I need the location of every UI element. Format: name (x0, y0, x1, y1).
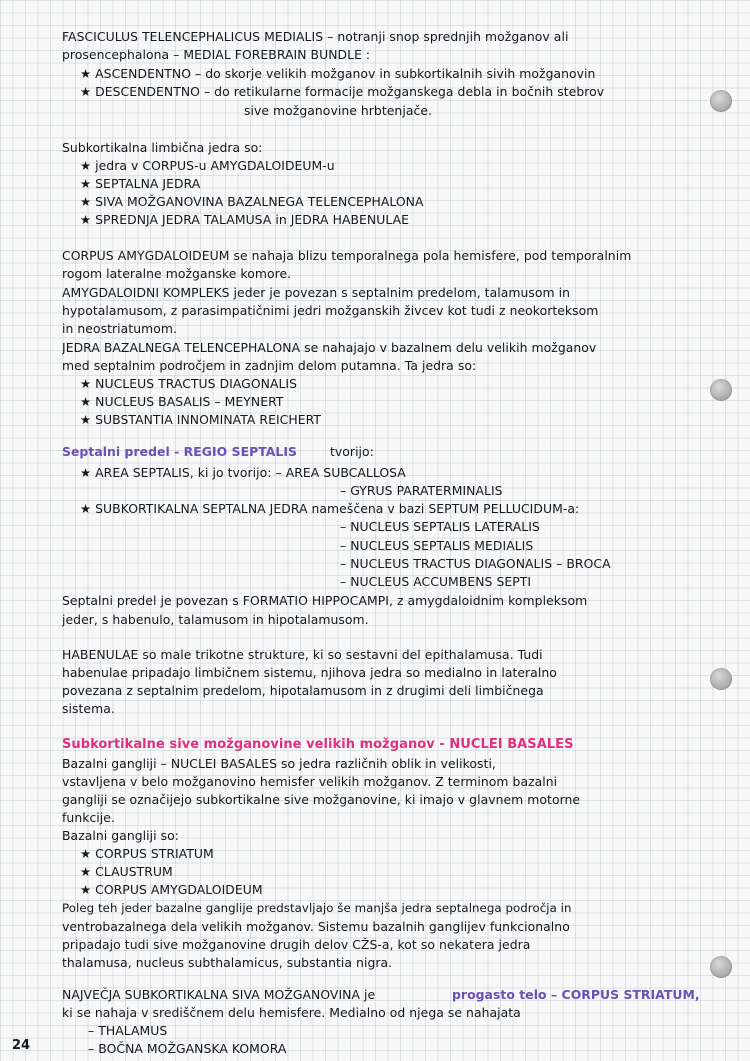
text-line: in neostriatumom. (62, 321, 177, 336)
list-item: ★ CORPUS AMYGDALOIDEUM (80, 882, 263, 897)
list-item: ★ SUBSTANTIA INNOMINATA REICHERT (80, 412, 321, 427)
text-line: NAJVEČJA SUBKORTIKALNA SIVA MOŽGANOVINA je (62, 987, 376, 1002)
list-item: ★ NUCLEUS TRACTUS DIAGONALIS (80, 376, 298, 391)
list-item: ★ AREA SEPTALIS, ki jo tvorijo: – AREA SUBCALLOSA (80, 465, 406, 480)
text-line: povezana z septalnim predelom, hipotalamusom in z drugimi deli limbičnega (62, 683, 544, 698)
text-line: habenulae pripadajo limbičnem sistemu, njihova jedra so medialno in lateralno (62, 665, 557, 680)
text-line: pripadajo tudi sive možganovine drugih delov CŽS-a, kot so nekatera jedra (62, 937, 531, 952)
list-item: – GYRUS PARATERMINALIS (340, 483, 503, 498)
text-line: sive možganovine hrbtenjače. (244, 103, 432, 118)
text-line: gangliji se označijejo subkortikalne sive možganovine, ki imajo v glavnem motorne (62, 792, 581, 807)
text-line: sistema. (62, 701, 115, 716)
section-heading: Septalni predel - REGIO SEPTALIS (62, 444, 297, 459)
text-line: prosencephalona – MEDIAL FOREBRAIN BUNDLE : (62, 47, 371, 62)
list-item: ★ SIVA MOŽGANOVINA BAZALNEGA TELENCEPHALONA (80, 194, 424, 209)
text-line: rogom lateralne možganske komore. (62, 266, 292, 281)
highlight-text: progasto telo – CORPUS STRIATUM, (452, 987, 700, 1002)
page-number: 24 (12, 1038, 31, 1053)
list-item: ★ ASCENDENTNO – do skorje velikih možganov in subkortikalnih sivih možganovin (80, 66, 596, 81)
text-line: FASCICULUS TELENCEPHALICUS MEDIALIS – notranji snop sprednjih možganov ali (62, 29, 569, 44)
text-line: AMYGDALOIDNI KOMPLEKS jeder je povezan s septalnim predelom, talamusom in (62, 285, 571, 300)
text-line: thalamusa, nucleus subthalamicus, substantia nigra. (62, 955, 393, 970)
binder-hole (710, 90, 732, 112)
text-line: Septalni predel je povezan s FORMATIO HIPPOCAMPI, z amygdaloidnim kompleksom (62, 593, 588, 608)
text-line: funkcije. (62, 810, 115, 825)
list-item: – THALAMUS (88, 1023, 168, 1038)
list-item: – NUCLEUS SEPTALIS LATERALIS (340, 519, 540, 534)
binder-hole (710, 379, 732, 401)
section-heading: Subkortikalne sive možganovine velikih možganov - NUCLEI BASALES (62, 737, 574, 752)
text-line: tvorijo: (330, 444, 374, 459)
list-item: ★ jedra v CORPUS-u AMYGDALOIDEUM-u (80, 158, 335, 173)
list-item: – BOČNA MOŽGANSKA KOMORA (88, 1041, 287, 1056)
text-line: Subkortikalna limbična jedra so: (62, 140, 263, 155)
text-line: hypotalamusom, z parasimpatičnimi jedri možganskih živcev kot tudi z neokorteksom (62, 303, 599, 318)
list-item: ★ SEPTALNA JEDRA (80, 176, 201, 191)
list-item: – NUCLEUS TRACTUS DIAGONALIS – BROCA (340, 556, 611, 571)
text-line: Poleg teh jeder bazalne ganglije predstavljajo še manjša jedra septalnega področja in (62, 901, 572, 915)
list-item: ★ DESCENDENTNO – do retikularne formacije možganskega debla in bočnih stebrov (80, 84, 605, 99)
text-line: HABENULAE so male trikotne strukture, ki so sestavni del epithalamusa. Tudi (62, 647, 543, 662)
text-line: vstavljena v belo možganovino hemisfer velikih možganov. Z terminom bazalni (62, 774, 558, 789)
binder-hole (710, 668, 732, 690)
text-line: med septalnim področjem in zadnjim delom putamna. Ta jedra so: (62, 358, 477, 373)
list-item: ★ CLAUSTRUM (80, 864, 173, 879)
text-line: Bazalni gangliji so: (62, 828, 179, 843)
text-line: Bazalni gangliji – NUCLEI BASALES so jedra različnih oblik in velikosti, (62, 756, 496, 771)
list-item: – NUCLEUS ACCUMBENS SEPTI (340, 574, 532, 589)
list-item: ★ SUBKORTIKALNA SEPTALNA JEDRA nameščena v bazi SEPTUM PELLUCIDUM-a: (80, 501, 580, 516)
text-line: ventrobazalnega dela velikih možganov. Sistemu bazalnih ganglijev funkcionalno (62, 919, 570, 934)
list-item: ★ NUCLEUS BASALIS – MEYNERT (80, 394, 284, 409)
list-item: – NUCLEUS SEPTALIS MEDIALIS (340, 538, 534, 553)
text-line: jeder, s habenulo, talamusom in hipotalamusom. (62, 612, 369, 627)
text-line: ki se nahaja v središčnem delu hemisfere. Medialno od njega se nahajata (62, 1005, 521, 1020)
list-item: ★ SPREDNJA JEDRA TALAMUSA in JEDRA HABENULAE (80, 212, 409, 227)
list-item: ★ CORPUS STRIATUM (80, 846, 214, 861)
text-line: CORPUS AMYGDALOIDEUM se nahaja blizu temporalnega pola hemisfere, pod temporalnim (62, 248, 632, 263)
text-line: JEDRA BAZALNEGA TELENCEPHALONA se nahajajo v bazalnem delu velikih možganov (62, 340, 597, 355)
binder-hole (710, 956, 732, 978)
